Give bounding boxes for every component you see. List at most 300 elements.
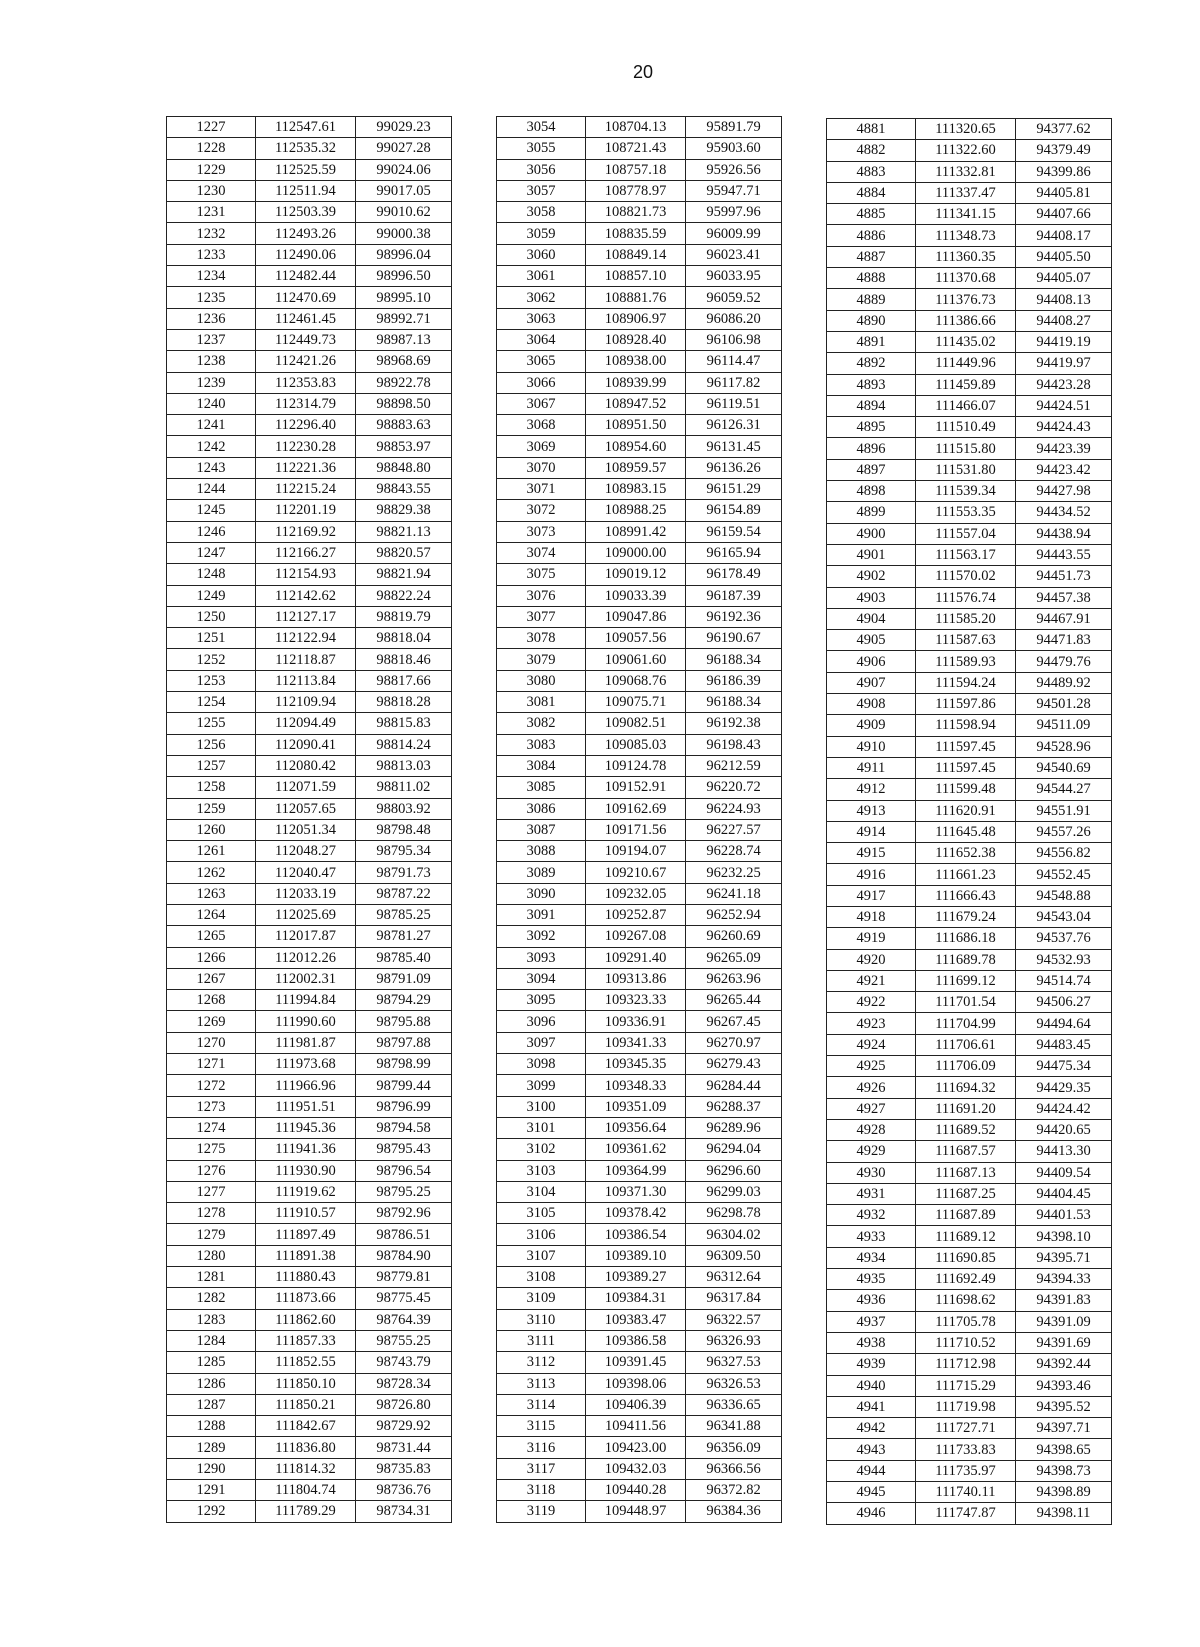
y-coordinate-cell: 96384.36: [686, 1501, 782, 1522]
x-coordinate-cell: 109252.87: [586, 904, 686, 925]
y-coordinate-cell: 98781.27: [356, 926, 452, 947]
point-number-cell: 3081: [497, 692, 586, 713]
y-coordinate-cell: 94537.76: [1016, 928, 1112, 949]
table-row: [827, 438, 1112, 459]
x-coordinate-cell: 108757.18: [586, 159, 686, 180]
point-number-cell: 4894: [827, 395, 916, 416]
y-coordinate-cell: 98853.97: [356, 436, 452, 457]
y-coordinate-cell: 98795.34: [356, 841, 452, 862]
x-coordinate-cell: 112221.36: [256, 457, 356, 478]
y-coordinate-cell: 96117.82: [686, 372, 782, 393]
x-coordinate-cell: 109389.27: [586, 1267, 686, 1288]
x-coordinate-cell: 112118.87: [256, 649, 356, 670]
x-coordinate-cell: 108983.15: [586, 479, 686, 500]
point-number-cell: 3060: [497, 244, 586, 265]
y-coordinate-cell: 94424.43: [1016, 417, 1112, 438]
table-row: [167, 819, 452, 840]
x-coordinate-cell: 109384.31: [586, 1288, 686, 1309]
x-coordinate-cell: 112127.17: [256, 606, 356, 627]
table-row: [497, 287, 782, 308]
x-coordinate-cell: 108947.52: [586, 393, 686, 414]
x-coordinate-cell: 111348.73: [916, 225, 1016, 246]
y-coordinate-cell: 94511.09: [1016, 715, 1112, 736]
table-row: [497, 1267, 782, 1288]
x-coordinate-cell: 109313.86: [586, 968, 686, 989]
point-number-cell: 3101: [497, 1117, 586, 1138]
table-row: [167, 1139, 452, 1160]
x-coordinate-cell: 109152.91: [586, 777, 686, 798]
y-coordinate-cell: 98791.73: [356, 862, 452, 883]
point-number-cell: 1249: [167, 585, 256, 606]
x-coordinate-cell: 112080.42: [256, 755, 356, 776]
y-coordinate-cell: 98792.96: [356, 1203, 452, 1224]
table-row: [167, 1160, 452, 1181]
point-number-cell: 4921: [827, 970, 916, 991]
y-coordinate-cell: 94398.65: [1016, 1439, 1112, 1460]
point-number-cell: 3068: [497, 415, 586, 436]
x-coordinate-cell: 111910.57: [256, 1203, 356, 1224]
table-row: [167, 1181, 452, 1202]
point-number-cell: 4900: [827, 523, 916, 544]
table-row: [497, 436, 782, 457]
x-coordinate-cell: 111661.23: [916, 864, 1016, 885]
x-coordinate-cell: 112201.19: [256, 500, 356, 521]
point-number-cell: 3119: [497, 1501, 586, 1522]
y-coordinate-cell: 94543.04: [1016, 906, 1112, 927]
table-row: [827, 225, 1112, 246]
table-row: [497, 819, 782, 840]
point-number-cell: 4924: [827, 1034, 916, 1055]
point-number-cell: 4927: [827, 1098, 916, 1119]
table-row: [167, 1032, 452, 1053]
x-coordinate-cell: 111690.85: [916, 1247, 1016, 1268]
table-row: [497, 1203, 782, 1224]
table-row: [827, 885, 1112, 906]
point-number-cell: 1229: [167, 159, 256, 180]
table-row: [167, 1416, 452, 1437]
y-coordinate-cell: 98803.92: [356, 798, 452, 819]
point-number-cell: 4925: [827, 1056, 916, 1077]
y-coordinate-cell: 94506.27: [1016, 992, 1112, 1013]
point-number-cell: 1291: [167, 1480, 256, 1501]
x-coordinate-cell: 112122.94: [256, 628, 356, 649]
x-coordinate-cell: 109210.67: [586, 862, 686, 883]
x-coordinate-cell: 111376.73: [916, 289, 1016, 310]
point-number-cell: 3064: [497, 329, 586, 350]
x-coordinate-cell: 109386.58: [586, 1330, 686, 1351]
table-row: [167, 1054, 452, 1075]
x-coordinate-cell: 109336.91: [586, 1011, 686, 1032]
point-number-cell: 4893: [827, 374, 916, 395]
y-coordinate-cell: 94438.94: [1016, 523, 1112, 544]
x-coordinate-cell: 111836.80: [256, 1437, 356, 1458]
point-number-cell: 3089: [497, 862, 586, 883]
y-coordinate-cell: 98820.57: [356, 542, 452, 563]
table-row: [497, 138, 782, 159]
x-coordinate-cell: 111699.12: [916, 970, 1016, 991]
y-coordinate-cell: 96260.69: [686, 926, 782, 947]
point-number-cell: 1274: [167, 1117, 256, 1138]
table-row: [827, 374, 1112, 395]
point-number-cell: 1255: [167, 713, 256, 734]
table-row: [827, 204, 1112, 225]
y-coordinate-cell: 94423.39: [1016, 438, 1112, 459]
table-row: [827, 736, 1112, 757]
point-number-cell: 3102: [497, 1139, 586, 1160]
y-coordinate-cell: 96114.47: [686, 351, 782, 372]
table-row: [167, 1011, 452, 1032]
y-coordinate-cell: 98817.66: [356, 670, 452, 691]
y-coordinate-cell: 98883.63: [356, 415, 452, 436]
table-row: [167, 798, 452, 819]
point-number-cell: 1253: [167, 670, 256, 691]
y-coordinate-cell: 96326.53: [686, 1373, 782, 1394]
table-row: [827, 523, 1112, 544]
table-row: [827, 1247, 1112, 1268]
table-row: [827, 119, 1112, 140]
point-number-cell: 3115: [497, 1416, 586, 1437]
table-row: [167, 436, 452, 457]
point-number-cell: 4898: [827, 481, 916, 502]
y-coordinate-cell: 96317.84: [686, 1288, 782, 1309]
table-row: [827, 608, 1112, 629]
x-coordinate-cell: 109411.56: [586, 1416, 686, 1437]
x-coordinate-cell: 111981.87: [256, 1032, 356, 1053]
table-row: [497, 1330, 782, 1351]
table-row: [167, 308, 452, 329]
x-coordinate-cell: 111733.83: [916, 1439, 1016, 1460]
point-number-cell: 4886: [827, 225, 916, 246]
y-coordinate-cell: 96263.96: [686, 968, 782, 989]
coordinate-table-3: [826, 118, 1112, 1525]
table-row: [497, 1480, 782, 1501]
point-number-cell: 1273: [167, 1096, 256, 1117]
coordinate-table-1: [166, 116, 452, 1523]
table-row: [167, 1458, 452, 1479]
x-coordinate-cell: 111687.57: [916, 1141, 1016, 1162]
x-coordinate-cell: 108704.13: [586, 117, 686, 138]
table-row: [827, 864, 1112, 885]
table-row: [827, 1332, 1112, 1353]
point-number-cell: 1290: [167, 1458, 256, 1479]
y-coordinate-cell: 96192.36: [686, 606, 782, 627]
point-number-cell: 4931: [827, 1183, 916, 1204]
y-coordinate-cell: 94379.49: [1016, 140, 1112, 161]
y-coordinate-cell: 94532.93: [1016, 949, 1112, 970]
x-coordinate-cell: 111705.78: [916, 1311, 1016, 1332]
table-row: [167, 117, 452, 138]
point-number-cell: 1289: [167, 1437, 256, 1458]
point-number-cell: 3083: [497, 734, 586, 755]
point-number-cell: 4930: [827, 1162, 916, 1183]
point-number-cell: 3106: [497, 1224, 586, 1245]
table-row: [167, 1288, 452, 1309]
x-coordinate-cell: 109232.05: [586, 883, 686, 904]
point-number-cell: 4938: [827, 1332, 916, 1353]
point-number-cell: 1241: [167, 415, 256, 436]
x-coordinate-cell: 108959.57: [586, 457, 686, 478]
table-row: [167, 457, 452, 478]
table-row: [497, 415, 782, 436]
table-row: [827, 268, 1112, 289]
point-number-cell: 4932: [827, 1205, 916, 1226]
x-coordinate-cell: 111692.49: [916, 1269, 1016, 1290]
table-row: [827, 821, 1112, 842]
table-row: [827, 417, 1112, 438]
x-coordinate-cell: 111814.32: [256, 1458, 356, 1479]
table-row: [827, 928, 1112, 949]
table-row: [827, 353, 1112, 374]
table-row: [497, 628, 782, 649]
point-number-cell: 4911: [827, 757, 916, 778]
point-number-cell: 3097: [497, 1032, 586, 1053]
y-coordinate-cell: 98819.79: [356, 606, 452, 627]
table-row: [167, 1267, 452, 1288]
x-coordinate-cell: 111597.86: [916, 694, 1016, 715]
x-coordinate-cell: 112142.62: [256, 585, 356, 606]
table-row: [497, 1054, 782, 1075]
table-row: [167, 372, 452, 393]
point-number-cell: 4899: [827, 502, 916, 523]
table-row: [827, 1183, 1112, 1204]
y-coordinate-cell: 95997.96: [686, 202, 782, 223]
y-coordinate-cell: 98794.29: [356, 990, 452, 1011]
x-coordinate-cell: 109124.78: [586, 755, 686, 776]
x-coordinate-cell: 109194.07: [586, 841, 686, 862]
table-row: [167, 1480, 452, 1501]
x-coordinate-cell: 112547.61: [256, 117, 356, 138]
x-coordinate-cell: 112017.87: [256, 926, 356, 947]
table-row: [167, 244, 452, 265]
point-number-cell: 3054: [497, 117, 586, 138]
y-coordinate-cell: 96151.29: [686, 479, 782, 500]
point-number-cell: 4887: [827, 246, 916, 267]
point-number-cell: 1244: [167, 479, 256, 500]
point-number-cell: 4907: [827, 672, 916, 693]
point-number-cell: 4945: [827, 1482, 916, 1503]
point-number-cell: 1236: [167, 308, 256, 329]
table-row: [497, 1416, 782, 1437]
table-row: [497, 1032, 782, 1053]
y-coordinate-cell: 94423.42: [1016, 459, 1112, 480]
x-coordinate-cell: 111597.45: [916, 757, 1016, 778]
point-number-cell: 1267: [167, 968, 256, 989]
y-coordinate-cell: 96159.54: [686, 521, 782, 542]
y-coordinate-cell: 96059.52: [686, 287, 782, 308]
y-coordinate-cell: 94427.98: [1016, 481, 1112, 502]
y-coordinate-cell: 94424.51: [1016, 395, 1112, 416]
point-number-cell: 4890: [827, 310, 916, 331]
point-number-cell: 4881: [827, 119, 916, 140]
x-coordinate-cell: 111710.52: [916, 1332, 1016, 1353]
y-coordinate-cell: 98734.31: [356, 1501, 452, 1522]
x-coordinate-cell: 111510.49: [916, 417, 1016, 438]
table-row: [827, 1119, 1112, 1140]
point-number-cell: 3094: [497, 968, 586, 989]
point-number-cell: 1263: [167, 883, 256, 904]
table-row: [497, 777, 782, 798]
x-coordinate-cell: 109000.00: [586, 542, 686, 563]
point-number-cell: 3076: [497, 585, 586, 606]
x-coordinate-cell: 111689.52: [916, 1119, 1016, 1140]
x-coordinate-cell: 109171.56: [586, 819, 686, 840]
x-coordinate-cell: 111891.38: [256, 1245, 356, 1266]
table-row: [827, 694, 1112, 715]
x-coordinate-cell: 109423.00: [586, 1437, 686, 1458]
x-coordinate-cell: 111706.09: [916, 1056, 1016, 1077]
y-coordinate-cell: 98821.94: [356, 564, 452, 585]
table-row: [827, 1141, 1112, 1162]
table-row: [497, 180, 782, 201]
table-row: [827, 672, 1112, 693]
table-row: [497, 968, 782, 989]
table-row: [827, 1034, 1112, 1055]
point-number-cell: 4897: [827, 459, 916, 480]
table-row: [827, 459, 1112, 480]
table-row: [497, 947, 782, 968]
table-row: [167, 1224, 452, 1245]
table-row: [497, 500, 782, 521]
x-coordinate-cell: 112113.84: [256, 670, 356, 691]
y-coordinate-cell: 96296.60: [686, 1160, 782, 1181]
table-row: [827, 1056, 1112, 1077]
y-coordinate-cell: 96186.39: [686, 670, 782, 691]
y-coordinate-cell: 94501.28: [1016, 694, 1112, 715]
y-coordinate-cell: 96284.44: [686, 1075, 782, 1096]
y-coordinate-cell: 99000.38: [356, 223, 452, 244]
y-coordinate-cell: 96327.53: [686, 1352, 782, 1373]
y-coordinate-cell: 98728.34: [356, 1373, 452, 1394]
point-number-cell: 1277: [167, 1181, 256, 1202]
table-row: [497, 841, 782, 862]
point-number-cell: 1287: [167, 1394, 256, 1415]
x-coordinate-cell: 111539.34: [916, 481, 1016, 502]
x-coordinate-cell: 111712.98: [916, 1354, 1016, 1375]
y-coordinate-cell: 94397.71: [1016, 1418, 1112, 1439]
y-coordinate-cell: 94514.74: [1016, 970, 1112, 991]
table-row: [827, 1482, 1112, 1503]
table-row: [497, 1352, 782, 1373]
y-coordinate-cell: 98821.13: [356, 521, 452, 542]
y-coordinate-cell: 98729.92: [356, 1416, 452, 1437]
x-coordinate-cell: 111687.89: [916, 1205, 1016, 1226]
table-row: [827, 800, 1112, 821]
table-row: [167, 1096, 452, 1117]
point-number-cell: 4912: [827, 779, 916, 800]
table-row: [827, 1162, 1112, 1183]
y-coordinate-cell: 94391.69: [1016, 1332, 1112, 1353]
y-coordinate-cell: 98798.48: [356, 819, 452, 840]
x-coordinate-cell: 111589.93: [916, 651, 1016, 672]
point-number-cell: 3074: [497, 542, 586, 563]
y-coordinate-cell: 94489.92: [1016, 672, 1112, 693]
point-number-cell: 3067: [497, 393, 586, 414]
y-coordinate-cell: 94398.10: [1016, 1226, 1112, 1247]
y-coordinate-cell: 94419.19: [1016, 331, 1112, 352]
table-row: [167, 138, 452, 159]
table-row: [497, 1501, 782, 1522]
x-coordinate-cell: 111563.17: [916, 544, 1016, 565]
table-row: [827, 331, 1112, 352]
x-coordinate-cell: 111585.20: [916, 608, 1016, 629]
x-coordinate-cell: 111386.66: [916, 310, 1016, 331]
point-number-cell: 4884: [827, 182, 916, 203]
table-row: [167, 841, 452, 862]
table-row: [497, 1117, 782, 1138]
x-coordinate-cell: 111719.98: [916, 1396, 1016, 1417]
point-number-cell: 1256: [167, 734, 256, 755]
y-coordinate-cell: 98795.43: [356, 1139, 452, 1160]
point-number-cell: 1247: [167, 542, 256, 563]
table-row: [827, 502, 1112, 523]
point-number-cell: 4917: [827, 885, 916, 906]
point-number-cell: 3110: [497, 1309, 586, 1330]
y-coordinate-cell: 98818.04: [356, 628, 452, 649]
x-coordinate-cell: 112025.69: [256, 904, 356, 925]
table-row: [497, 862, 782, 883]
table-row: [167, 1330, 452, 1351]
point-number-cell: 1242: [167, 436, 256, 457]
y-coordinate-cell: 98779.81: [356, 1267, 452, 1288]
point-number-cell: 3073: [497, 521, 586, 542]
y-coordinate-cell: 96232.25: [686, 862, 782, 883]
x-coordinate-cell: 111337.47: [916, 182, 1016, 203]
y-coordinate-cell: 96198.43: [686, 734, 782, 755]
table-row: [827, 1290, 1112, 1311]
table-row: [827, 1354, 1112, 1375]
x-coordinate-cell: 111804.74: [256, 1480, 356, 1501]
x-coordinate-cell: 108881.76: [586, 287, 686, 308]
point-number-cell: 1261: [167, 841, 256, 862]
point-number-cell: 1268: [167, 990, 256, 1011]
y-coordinate-cell: 96187.39: [686, 585, 782, 606]
point-number-cell: 4937: [827, 1311, 916, 1332]
point-number-cell: 1285: [167, 1352, 256, 1373]
point-number-cell: 1257: [167, 755, 256, 776]
point-number-cell: 1272: [167, 1075, 256, 1096]
y-coordinate-cell: 96372.82: [686, 1480, 782, 1501]
point-number-cell: 4885: [827, 204, 916, 225]
x-coordinate-cell: 111852.55: [256, 1352, 356, 1373]
table-row: [497, 713, 782, 734]
x-coordinate-cell: 111587.63: [916, 630, 1016, 651]
x-coordinate-cell: 111694.32: [916, 1077, 1016, 1098]
x-coordinate-cell: 109361.62: [586, 1139, 686, 1160]
x-coordinate-cell: 109267.08: [586, 926, 686, 947]
y-coordinate-cell: 94401.53: [1016, 1205, 1112, 1226]
table-row: [497, 692, 782, 713]
x-coordinate-cell: 111698.62: [916, 1290, 1016, 1311]
point-number-cell: 1235: [167, 287, 256, 308]
x-coordinate-cell: 112482.44: [256, 266, 356, 287]
x-coordinate-cell: 112421.26: [256, 351, 356, 372]
table-row: [167, 883, 452, 904]
y-coordinate-cell: 96252.94: [686, 904, 782, 925]
table-row: [827, 161, 1112, 182]
y-coordinate-cell: 94423.28: [1016, 374, 1112, 395]
y-coordinate-cell: 94398.89: [1016, 1482, 1112, 1503]
y-coordinate-cell: 94443.55: [1016, 544, 1112, 565]
table-row: [497, 1011, 782, 1032]
table-row: [827, 630, 1112, 651]
table-row: [167, 479, 452, 500]
x-coordinate-cell: 111706.61: [916, 1034, 1016, 1055]
x-coordinate-cell: 112051.34: [256, 819, 356, 840]
point-number-cell: 1266: [167, 947, 256, 968]
x-coordinate-cell: 109068.76: [586, 670, 686, 691]
point-number-cell: 1233: [167, 244, 256, 265]
point-number-cell: 4916: [827, 864, 916, 885]
